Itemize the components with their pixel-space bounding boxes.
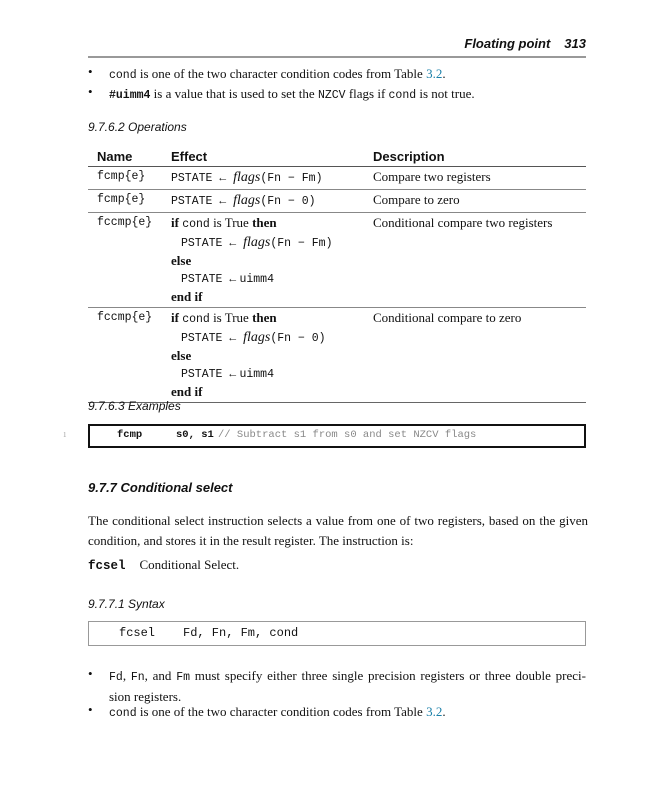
text: is a value that is used to set the — [150, 86, 318, 101]
operations-table — [88, 148, 586, 403]
text: else — [171, 348, 192, 363]
text: . — [442, 66, 446, 81]
cell-effect — [171, 190, 373, 213]
code-listing — [88, 424, 586, 448]
text: , and — [144, 668, 177, 683]
table-link[interactable]: 3.2 — [426, 704, 443, 719]
running-header — [88, 36, 586, 58]
text: uimm4 — [239, 368, 274, 381]
bullet-cond — [88, 64, 586, 85]
code: Fn — [130, 671, 145, 684]
text: uimm4 — [239, 273, 274, 286]
text: if — [171, 310, 179, 325]
table-row — [88, 167, 586, 190]
text: (Fn − 0) — [260, 195, 316, 208]
text: (Fn − 0) — [270, 332, 326, 345]
instruction-line — [88, 557, 239, 573]
cell-effect — [171, 213, 373, 308]
text: . — [442, 704, 446, 719]
col-effect: Effect — [171, 148, 373, 167]
operations-heading: 9.7.6.2 Operations — [88, 120, 187, 134]
syntax-operands: Fd, Fn, Fm, cond — [183, 626, 299, 640]
text: flags — [243, 235, 271, 250]
text: is one of the two character condition codes from Table — [136, 704, 427, 719]
text: cond — [182, 218, 210, 231]
text: is True — [213, 310, 249, 325]
syntax-box — [88, 621, 586, 646]
text: cond — [182, 313, 210, 326]
text: must specify either three single precision registers or three double preci-sion registers. — [109, 668, 586, 704]
cell-name: fcmp{e} — [88, 190, 171, 213]
line-number: 1 — [63, 431, 67, 439]
cell-name: fccmp{e} — [88, 308, 171, 403]
code: NZCV — [317, 89, 346, 102]
text: then — [252, 215, 277, 230]
text: if — [171, 215, 179, 230]
code: cond — [109, 69, 137, 82]
text: PSTATE ← — [181, 273, 237, 286]
text: flags if — [345, 86, 389, 101]
code: #uimm4 — [109, 89, 151, 102]
cell-description: Compare two registers — [373, 167, 586, 190]
code: Fd — [109, 671, 123, 684]
col-description: Description — [373, 148, 586, 167]
section-paragraph: The conditional select instruction selects a value from one of two registers, based on the given condition, and stores it in the result register. The instruction is: — [88, 513, 588, 548]
text: (Fn − Fm) — [260, 172, 323, 185]
code: Fm — [176, 671, 190, 684]
instr-desc: Conditional Select. — [139, 557, 240, 572]
instr-name: fcsel — [88, 559, 126, 573]
header-title: Floating point — [464, 36, 551, 51]
text: flags — [233, 193, 261, 208]
bullet-registers — [88, 666, 586, 706]
cell-description: Conditional compare to zero — [373, 308, 586, 403]
table-link[interactable]: 3.2 — [426, 66, 443, 81]
text: is one of the two character condition codes from Table — [136, 66, 427, 81]
text: else — [171, 253, 192, 268]
text: is True — [213, 215, 249, 230]
section-heading: 9.7.7 Conditional select — [88, 480, 233, 495]
examples-heading: 9.7.6.3 Examples — [88, 399, 181, 413]
text: end if — [171, 289, 203, 304]
text: is not true. — [416, 86, 475, 101]
col-name: Name — [88, 148, 171, 167]
cell-effect — [171, 308, 373, 403]
cell-name: fcmp{e} — [88, 167, 171, 190]
text: (Fn − Fm) — [270, 237, 333, 250]
text: , — [122, 668, 131, 683]
text: flags — [243, 330, 271, 345]
bullet: • — [88, 64, 93, 79]
bullet: • — [88, 702, 93, 717]
table-row — [88, 308, 586, 403]
bullet: • — [88, 666, 93, 681]
code-comment: // Subtract s1 from s0 and set NZCV flags — [218, 429, 477, 441]
syntax-mnemonic: fcsel — [119, 626, 156, 640]
code-operands: s0, s1 — [176, 429, 214, 441]
table-row — [88, 190, 586, 213]
text: PSTATE ← — [181, 332, 244, 345]
bullet-uimm4 — [88, 84, 586, 105]
code: cond — [109, 707, 137, 720]
text: end if — [171, 384, 203, 399]
text: PSTATE ← — [171, 172, 234, 185]
bullet-cond-2 — [88, 702, 586, 723]
cell-name: fccmp{e} — [88, 213, 171, 308]
text: flags — [233, 170, 261, 185]
cell-effect — [171, 167, 373, 190]
text: PSTATE ← — [171, 195, 234, 208]
text: PSTATE ← — [181, 237, 244, 250]
syntax-heading: 9.7.7.1 Syntax — [88, 597, 165, 611]
text: then — [252, 310, 277, 325]
cell-description: Conditional compare two registers — [373, 213, 586, 308]
text: PSTATE ← — [181, 368, 237, 381]
bullet: • — [88, 84, 93, 99]
code-mnemonic: fcmp — [117, 429, 143, 441]
table-header — [88, 148, 586, 167]
table-row — [88, 213, 586, 308]
page-number: 313 — [564, 36, 586, 51]
cell-description: Compare to zero — [373, 190, 586, 213]
code: cond — [388, 89, 417, 102]
